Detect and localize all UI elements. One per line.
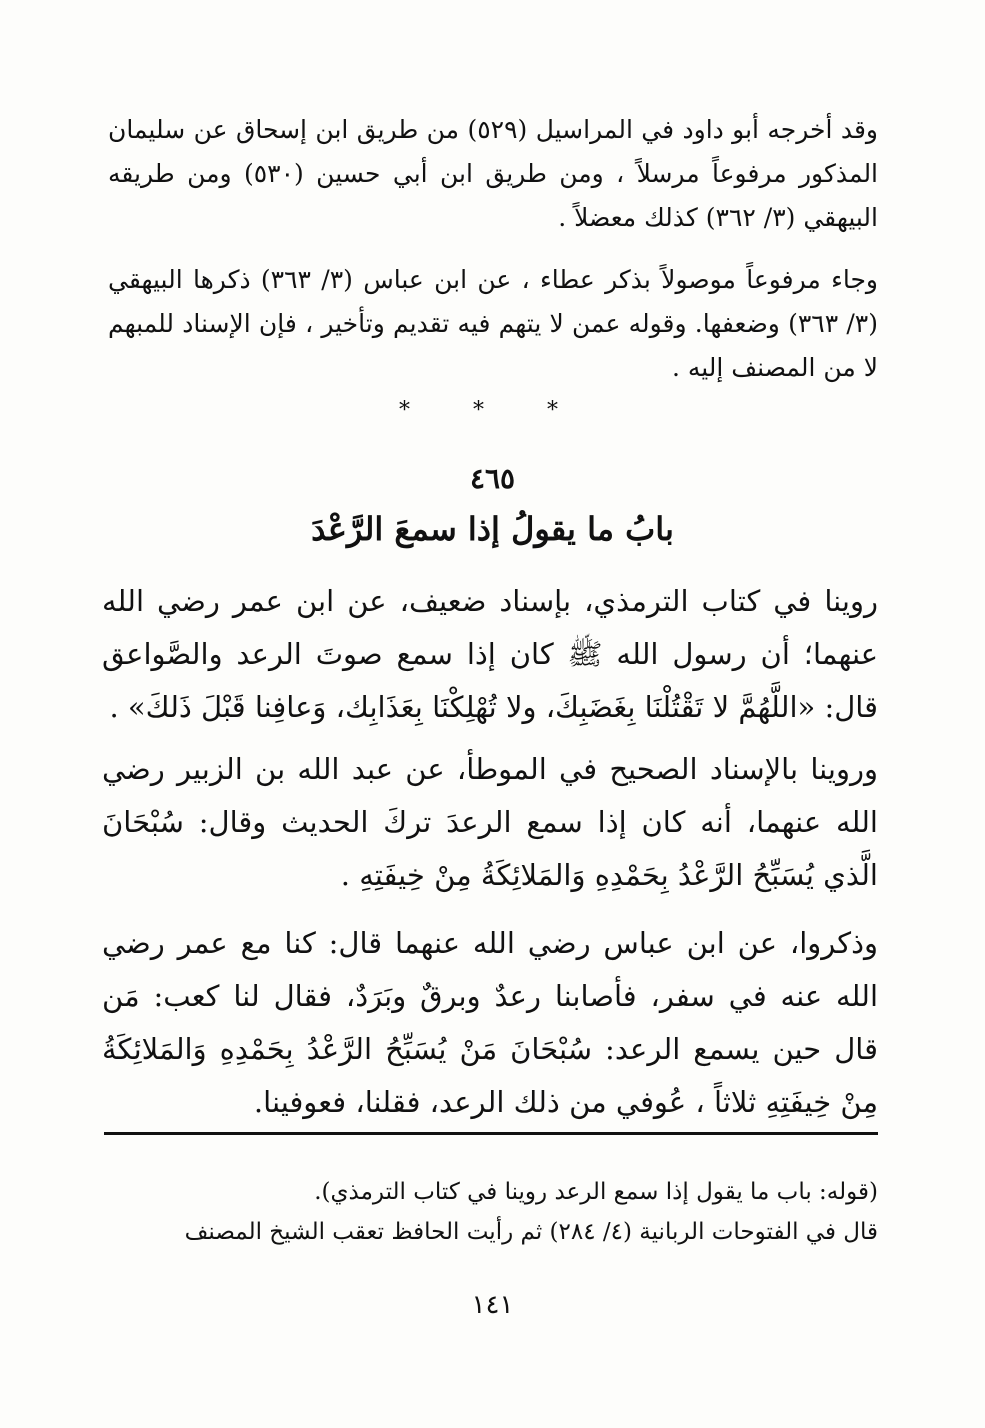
footnotes xyxy=(108,1172,878,1252)
body-paragraph: وذكروا، عن ابن عباس رضي الله عنهما قال: كنا مع عمر رضي الله عنه في سفر، فأصابنا رعدٌ وبرقٌ وبَرَدٌ، فقال لنا كعب: مَن قال حين يسمع الرعد: سُبْحَانَ مَنْ يُسَبِّحُ الرَّعْدُ بِحَمْدِهِ وَالمَلائِكَةُ مِنْ خِيفَتِهِ ثلاثاً ، عُوفي من ذلك الرعد، فقلنا، فعوفينا. xyxy=(102,926,878,1119)
footnote-line: قال في الفتوحات الربانية (٤/ ٢٨٤) ثم رأيت الحافظ تعقب الشيخ المصنف xyxy=(184,1219,878,1245)
page-number: ١٤١ xyxy=(471,1290,514,1320)
body-paragraph: روينا في كتاب الترمذي، بإسناد ضعيف، عن ابن عمر رضي الله عنهما؛ أن رسول الله ﷺ كان إذا سمع صوتَ الرعد والصَّواعق قال: «اللَّهُمَّ لا تَقْتُلْنَا بِغَضَبِكَ، ولا تُهْلِكْنَا بِعَذَابِك، وَعافِنا قَبْلَ ذَلكَ» . xyxy=(102,584,878,724)
body-paragraph: وروينا بالإسناد الصحيح في الموطأ، عن عبد الله بن الزبير رضي الله عنهما، أنه كان إذا سمع الرعدَ تركَ الحديث وقال: سُبْحَانَ الَّذي يُسَبِّحُ الرَّعْدُ بِحَمْدِهِ وَالمَلائِكَةُ مِنْ خِيفَتِهِ . xyxy=(102,752,878,892)
intro-paragraph: وجاء مرفوعاً موصولاً بذكر عطاء ، عن ابن عباس (٣/ ٣٦٣) ذكرها البيهقي (٣/ ٣٦٣) وضعفها. وقوله عمن لا يتهم فيه تقديم وتأخير ، فإن الإسناد للمبهم لا من المصنف إليه . xyxy=(108,265,878,382)
footnote-divider xyxy=(104,1132,878,1135)
footnote-line: (قوله: باب ما يقول إذا سمع الرعد روينا في كتاب الترمذي). xyxy=(314,1179,878,1205)
chapter-number: ٤٦٥ xyxy=(469,462,516,495)
intro-paragraph: وقد أخرجه أبو داود في المراسيل (٥٢٩) من طريق ابن إسحاق عن سليمان المذكور مرفوعاً مرسلاً ، ومن طريق ابن أبي حسين (٥٣٠) ومن طريقه البيهقي (٣/ ٣٦٢) كذلك معضلاً . xyxy=(108,115,879,232)
chapter-title: بابُ ما يقولُ إذا سمعَ الرَّعْدَ xyxy=(311,510,674,548)
section-separator: * * * xyxy=(399,398,586,423)
